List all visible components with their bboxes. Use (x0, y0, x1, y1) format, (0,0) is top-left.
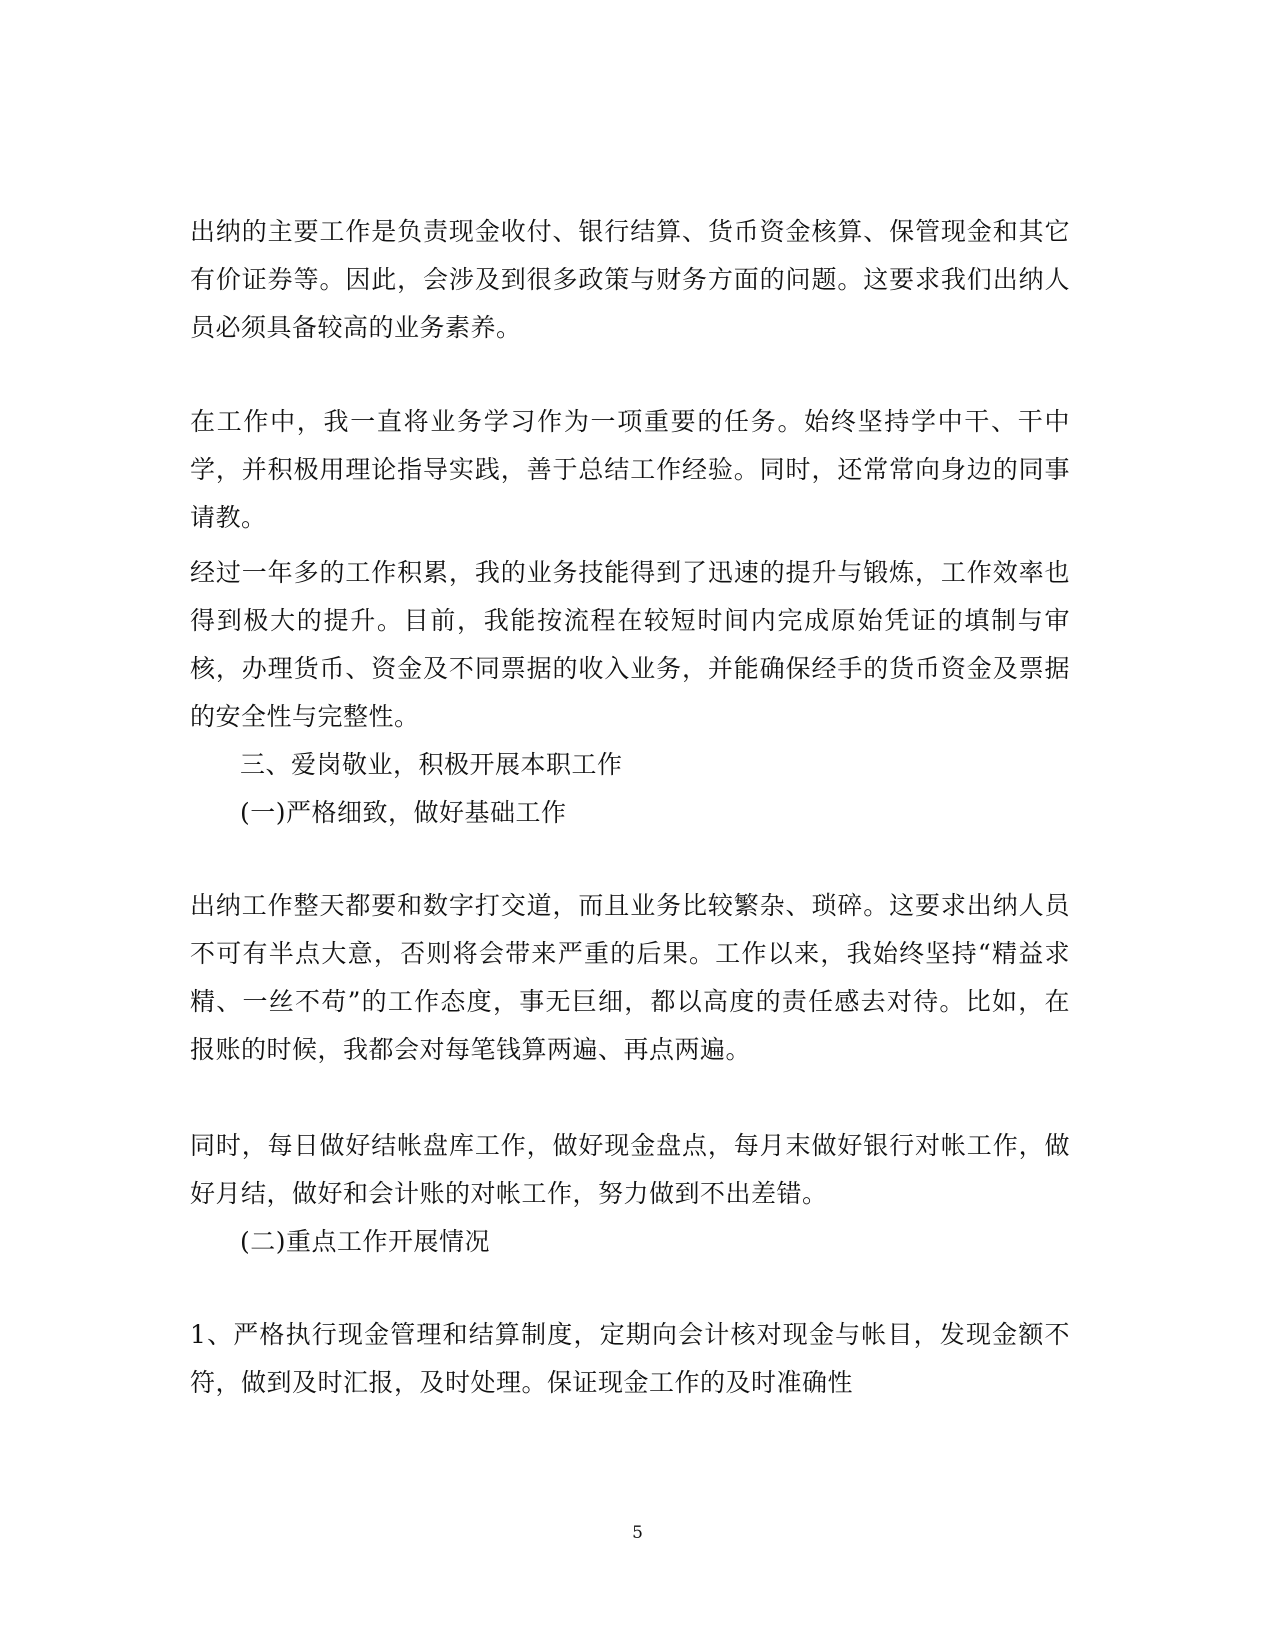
subsection-heading: (二)重点工作开展情况 (240, 1227, 491, 1256)
subsection-heading: (一)严格细致，做好基础工作 (240, 798, 567, 827)
page-number: 5 (632, 1523, 643, 1543)
body-paragraph: 出纳的主要工作是负责现金收付、银行结算、货币资金核算、保管现金和其它有价证券等。因此，会涉及到很多政策与财务方面的问题。这要求我们出纳人员必须具备较高的业务素养。 (190, 217, 1070, 342)
body-paragraph: 同时，每日做好结帐盘库工作，做好现金盘点，每月末做好银行对帐工作，做好月结，做好和会计账的对帐工作，努力做到不出差错。 (190, 1131, 1070, 1208)
body-paragraph: 经过一年多的工作积累，我的业务技能得到了迅速的提升与锻炼，工作效率也得到极大的提升。目前，我能按流程在较短时间内完成原始凭证的填制与审核，办理货币、资金及不同票据的收入业务，并能确保经手的货币资金及票据的安全性与完整性。 (190, 558, 1070, 731)
body-paragraph: 在工作中，我一直将业务学习作为一项重要的任务。始终坚持学中干、干中学，并积极用理论指导实践，善于总结工作经验。同时，还常常向身边的同事请教。 (190, 407, 1070, 532)
body-paragraph: 1、严格执行现金管理和结算制度，定期向会计核对现金与帐目，发现金额不符，做到及时汇报，及时处理。保证现金工作的及时准确性 (190, 1320, 1070, 1397)
section-heading: 三、爱岗敬业，积极开展本职工作 (240, 750, 623, 779)
body-paragraph: 出纳工作整天都要和数字打交道，而且业务比较繁杂、琐碎。这要求出纳人员不可有半点大意，否则将会带来严重的后果。工作以来，我始终坚持“精益求精、一丝不苟”的工作态度，事无巨细，都以高度的责任感去对待。比如，在报账的时候，我都会对每笔钱算两遍、再点两遍。 (190, 891, 1070, 1064)
